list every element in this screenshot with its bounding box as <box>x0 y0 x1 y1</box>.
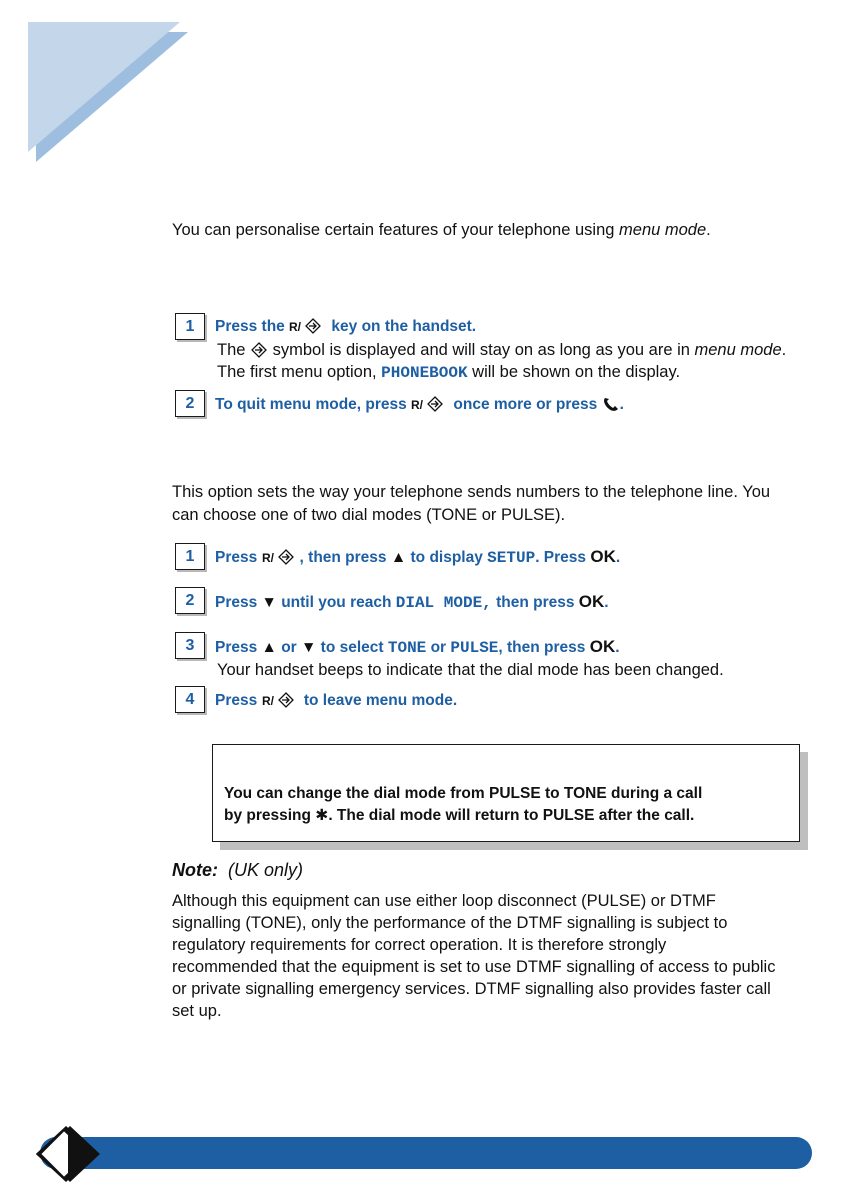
step-number-box: 2 <box>175 587 205 614</box>
dial-step-3-note: Your handset beeps to indicate that the dial mode has been changed. <box>217 661 724 679</box>
menu-key-icon <box>262 549 300 565</box>
note-heading: Note: (UK only) <box>172 860 304 880</box>
up-arrow-icon: ▲ <box>261 639 277 656</box>
intro-text: You can personalise certain features of your telephone using <box>172 221 620 239</box>
step-number-box: 4 <box>175 686 205 713</box>
down-arrow-icon: ▼ <box>261 594 277 611</box>
up-arrow-icon: ▲ <box>390 549 407 566</box>
intro-paragraph: You can personalise certain features of your telephone using menu mode. <box>172 221 711 239</box>
intro-emphasis: menu mode <box>619 221 707 239</box>
svg-text:R/: R/ <box>261 694 274 708</box>
note-body: Although this equipment can use either loop disconnect (PULSE) or DTMF signalling (TONE), only the performance of the DTMF signalling is subject to regulatory requirements for correct operation. It is therefore strongly recommended that the equipment is set to use DTMF signalling of access to public or private signalling emergency services. DTMF signalling also provides faster call set up. <box>172 892 776 1020</box>
footer-bar <box>40 1137 812 1169</box>
menu-key-icon <box>262 692 300 708</box>
menu-step-1-title: Press the R/ key on the handset. <box>215 318 477 335</box>
down-arrow-icon: ▼ <box>301 639 317 656</box>
dial-step-4: Press R/ to leave menu mode. <box>215 692 458 709</box>
menu-step-1-note-line2: The first menu option, PHONEBOOK will be shown on the display. <box>217 363 681 382</box>
display-text-phonebook: PHONEBOOK <box>381 364 468 382</box>
dial-step-1: Press R/ , then press ▲ to display SETUP. Press OK. <box>215 547 621 567</box>
menu-key-icon <box>411 396 449 412</box>
step-number-box: 1 <box>175 543 205 570</box>
dial-intro-line2: can choose one of two dial modes (TONE or PULSE). <box>172 506 566 524</box>
svg-text:R/: R/ <box>261 551 274 565</box>
step-number-box: 3 <box>175 632 205 659</box>
menu-step-2-title: To quit menu mode, press R/ once more or press . <box>215 396 624 413</box>
tip-box <box>212 744 800 842</box>
tip-text: You can change the dial mode from PULSE to TONE during a call by pressing ✱. The dial mode will return to PULSE after the call. <box>224 785 703 824</box>
svg-text:R/: R/ <box>289 320 302 334</box>
corner-decoration <box>0 0 200 170</box>
svg-text:R/: R/ <box>411 398 424 412</box>
menu-step-1-note-line1: The symbol is displayed and will stay on as long as you are in menu mode. <box>217 341 787 359</box>
star-key-icon: ✱ <box>315 807 329 824</box>
dial-step-2: Press ▼ until you reach DIAL MODE, then press OK. <box>215 592 609 612</box>
step-number-box: 1 <box>175 313 205 340</box>
phone-handset-icon <box>602 396 620 412</box>
step-number-box: 2 <box>175 390 205 417</box>
menu-key-icon <box>289 318 327 334</box>
menu-symbol-icon <box>250 342 268 358</box>
diamond-icon <box>28 1122 106 1186</box>
dial-step-3: Press ▲ or ▼ to select TONE or PULSE, then press OK. <box>215 637 620 657</box>
dial-intro-line1: This option sets the way your telephone sends numbers to the telephone line. You <box>172 483 771 501</box>
